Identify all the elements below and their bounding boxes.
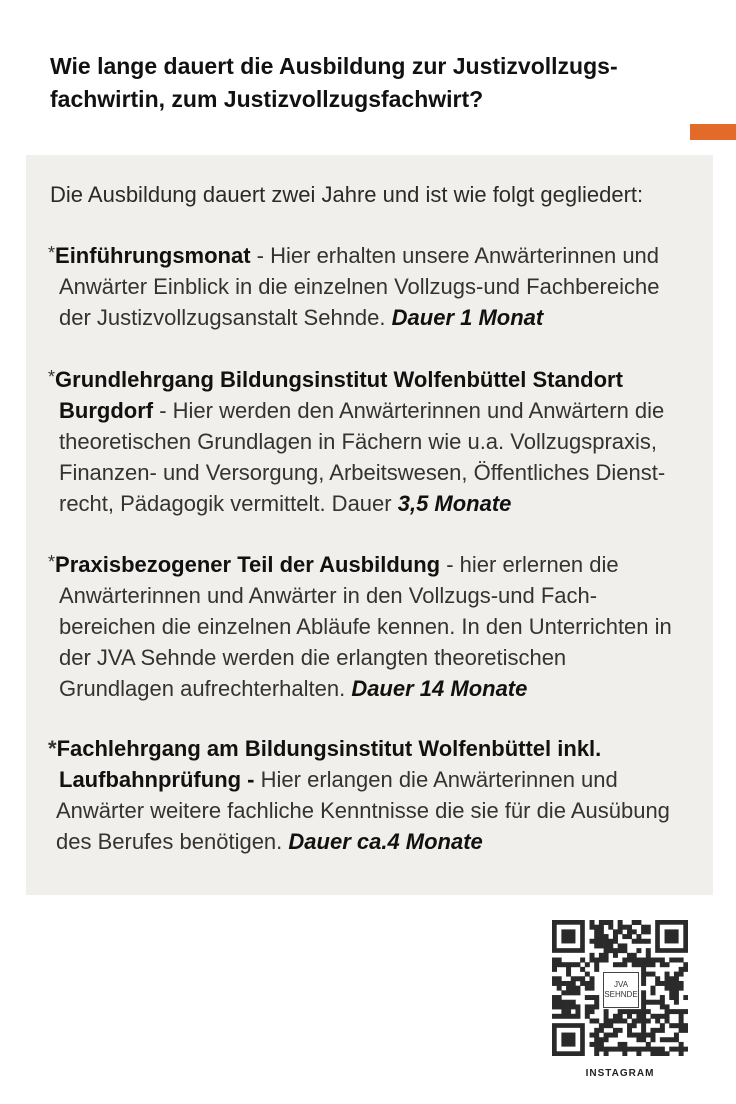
item-text: recht, Pädagogik vermittelt. Dauer (59, 491, 398, 516)
item-text: Anwärter weitere fachliche Kenntnisse die sie für die Ausübung (56, 798, 670, 823)
item-text: bereichen die einzelnen Abläufe kennen. In den Unterrichten in (59, 614, 672, 639)
item-text: - hier erlernen die (440, 552, 619, 577)
instagram-caption: INSTAGRAM (585, 1068, 655, 1079)
item-text: Hier erlangen die Anwärterinnen und (254, 767, 618, 792)
item-title: Praxisbezogener Teil der Ausbildung (55, 552, 441, 577)
item-text: Grundlagen aufrechterhalten. (59, 676, 352, 701)
title-line-1: Wie lange dauert die Ausbildung zur Justizvollzugs- (50, 53, 618, 79)
item-text: - Hier werden den Anwärterinnen und Anwärtern die (153, 398, 665, 423)
item-text: Anwärter Einblick in die einzelnen Vollzugs-und Fachbereiche (59, 274, 660, 299)
item-title: Einführungsmonat (55, 243, 251, 268)
bullet-star: * (48, 243, 56, 263)
bullet-star: * (48, 367, 56, 387)
item-duration: Dauer ca.4 Monate (288, 829, 483, 854)
item-title: Grundlehrgang Bildungsinstitut Wolfenbüttel Standort (55, 367, 623, 392)
list-item (48, 733, 670, 857)
title-line-2: fachwirtin, zum Justizvollzugsfachwirt? (50, 86, 484, 112)
list-item (48, 549, 672, 704)
list-item (48, 364, 665, 519)
item-title: Burgdorf (59, 398, 154, 423)
item-title: Fachlehrgang am Bildungsinstitut Wolfenbüttel inkl. (56, 736, 602, 761)
bullet-star: * (48, 552, 56, 572)
page-title (50, 50, 670, 116)
item-duration: Dauer 14 Monate (351, 676, 528, 701)
item-text: Anwärterinnen und Anwärter in den Vollzugs-und Fach- (59, 583, 598, 608)
qr-center-label (603, 972, 639, 1008)
item-text: Finanzen- und Versorgung, Arbeitswesen, Öffentliches Dienst- (59, 460, 666, 485)
item-duration: 3,5 Monate (397, 491, 512, 516)
qr-label-line-1: JVA (613, 980, 629, 989)
item-text: - Hier erhalten unsere Anwärterinnen und (250, 243, 660, 268)
accent-bar (690, 124, 736, 140)
item-text: der JVA Sehnde werden die erlangten theoretischen (59, 645, 567, 670)
item-text: der Justizvollzugsanstalt Sehnde. (59, 305, 392, 330)
intro-text: Die Ausbildung dauert zwei Jahre und ist wie folgt gegliedert: (50, 182, 644, 207)
qr-label-line-2: SEHNDE (604, 990, 638, 999)
bullet-star: * (48, 736, 57, 761)
item-title: Laufbahnprüfung - (59, 767, 255, 792)
item-text: des Berufes benötigen. (56, 829, 289, 854)
list-item (48, 240, 659, 333)
item-duration: Dauer 1 Monat (391, 305, 544, 330)
item-text: theoretischen Grundlagen in Fächern wie u.a. Vollzugspraxis, (59, 429, 658, 454)
